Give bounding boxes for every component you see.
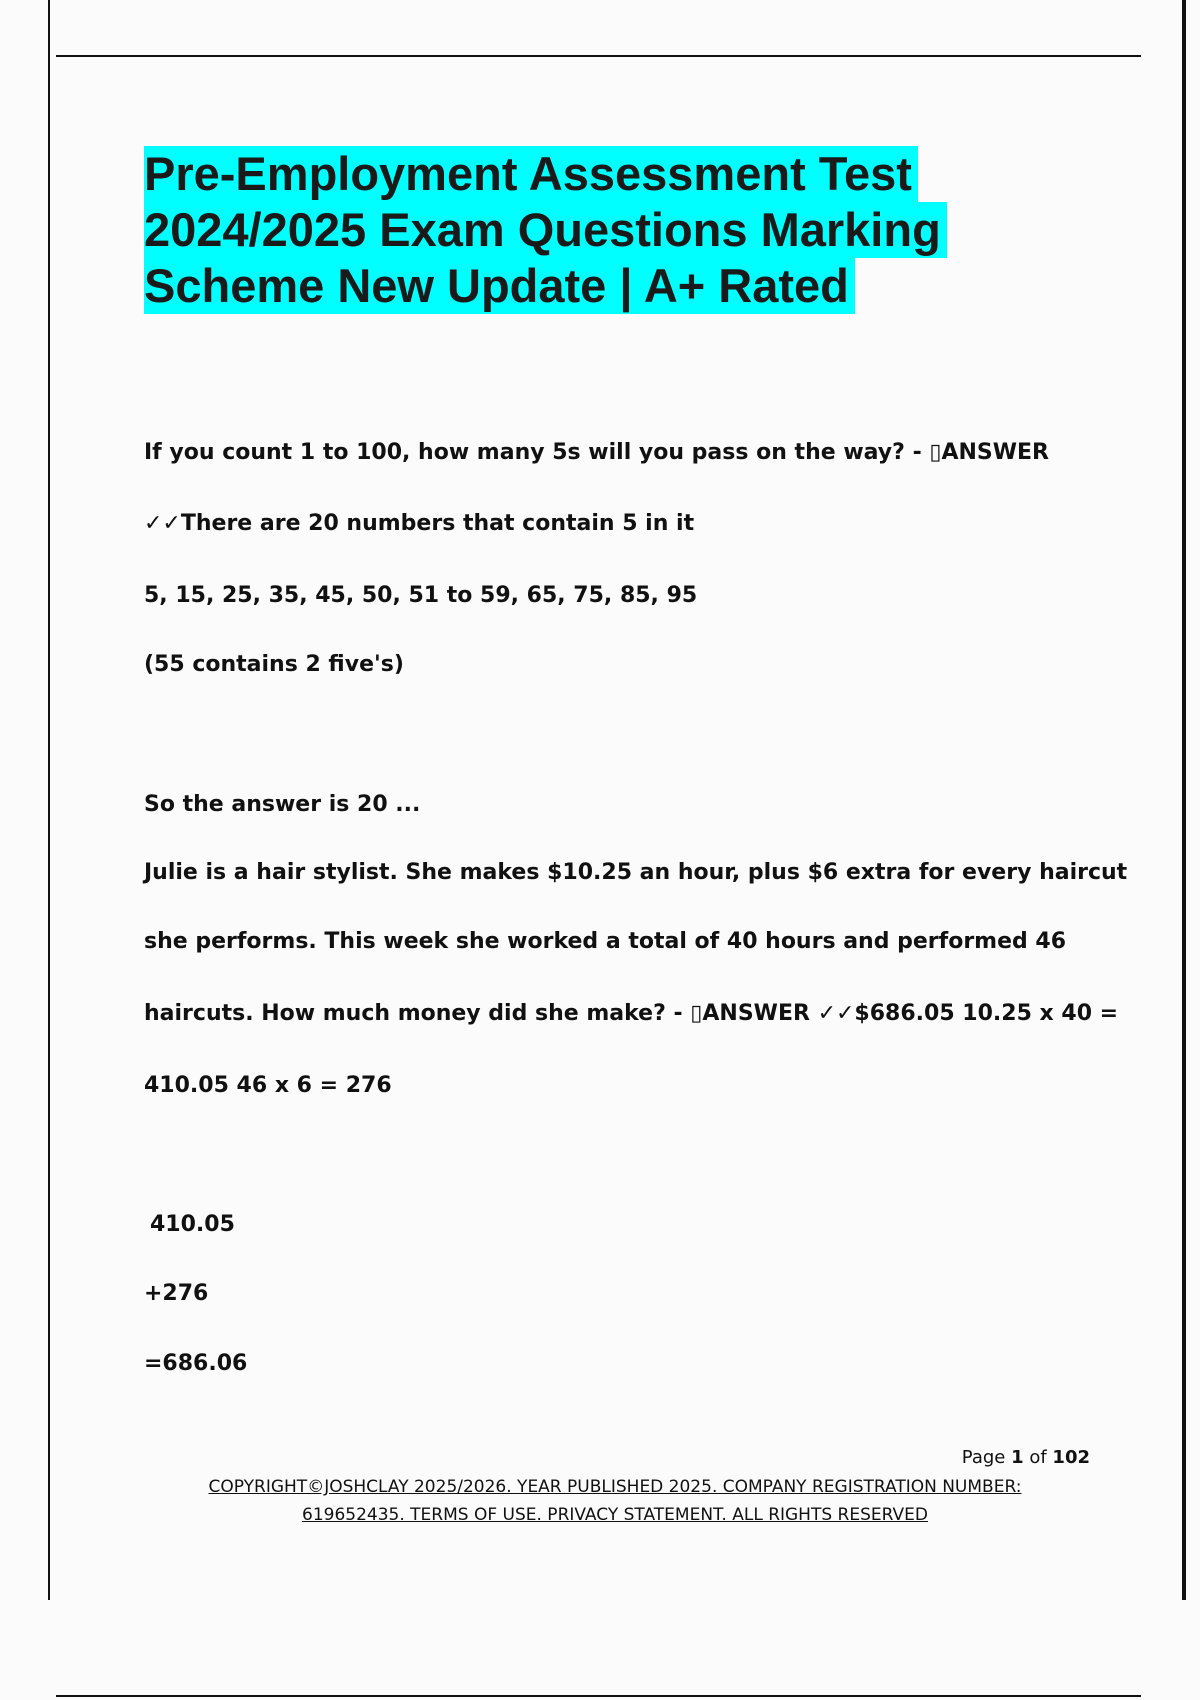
page-border-left [48,0,50,1600]
bottom-rule [56,1695,1141,1697]
page-prefix: Page [961,1447,1012,1468]
question-2-line-1: Julie is a hair stylist. She makes $10.25 an hour, plus $6 extra for every haircut [144,860,1128,885]
top-rule [56,55,1141,57]
question-2-line-2: she performs. This week she worked a total of 40 hours and performed 46 [144,929,1067,954]
page-of: of [1023,1447,1053,1468]
page-number [900,1447,1090,1468]
calculation-line-2: +276 [144,1281,209,1306]
question-2-line-4: 410.05 46 x 6 = 276 [144,1073,392,1098]
document-title [144,146,1044,314]
copyright-line-2[interactable]: 619652435. TERMS OF USE. PRIVACY STATEMENT. ALL RIGHTS RESERVED [302,1505,928,1525]
question-2-line-3: haircuts. How much money did she make? - ▯ANSWER ✓✓$686.05 10.25 x 40 = [144,1001,1119,1026]
title-line-1: Pre-Employment Assessment Test [144,146,918,202]
calculation-line-1: 410.05 [150,1212,235,1237]
page-total: 102 [1052,1447,1090,1468]
question-1-answer: ✓✓There are 20 numbers that contain 5 in it [144,511,695,536]
question-1-list: 5, 15, 25, 35, 45, 50, 51 to 59, 65, 75, 85, 95 [144,583,698,608]
page-border-right [1182,0,1186,1600]
page-current: 1 [1011,1447,1024,1468]
copyright-notice[interactable] [150,1473,1080,1529]
calculation-line-3: =686.06 [144,1351,248,1376]
copyright-line-1[interactable]: COPYRIGHT©JOSHCLAY 2025/2026. YEAR PUBLISHED 2025. COMPANY REGISTRATION NUMBER: [208,1477,1022,1497]
title-line-3: Scheme New Update | A+ Rated [144,258,855,314]
question-1-conclusion: So the answer is 20 ... [144,792,421,817]
title-line-2: 2024/2025 Exam Questions Marking [144,202,947,258]
question-1-text: If you count 1 to 100, how many 5s will you pass on the way? - ▯ANSWER [144,440,1049,465]
question-1-note: (55 contains 2 five's) [144,652,404,677]
